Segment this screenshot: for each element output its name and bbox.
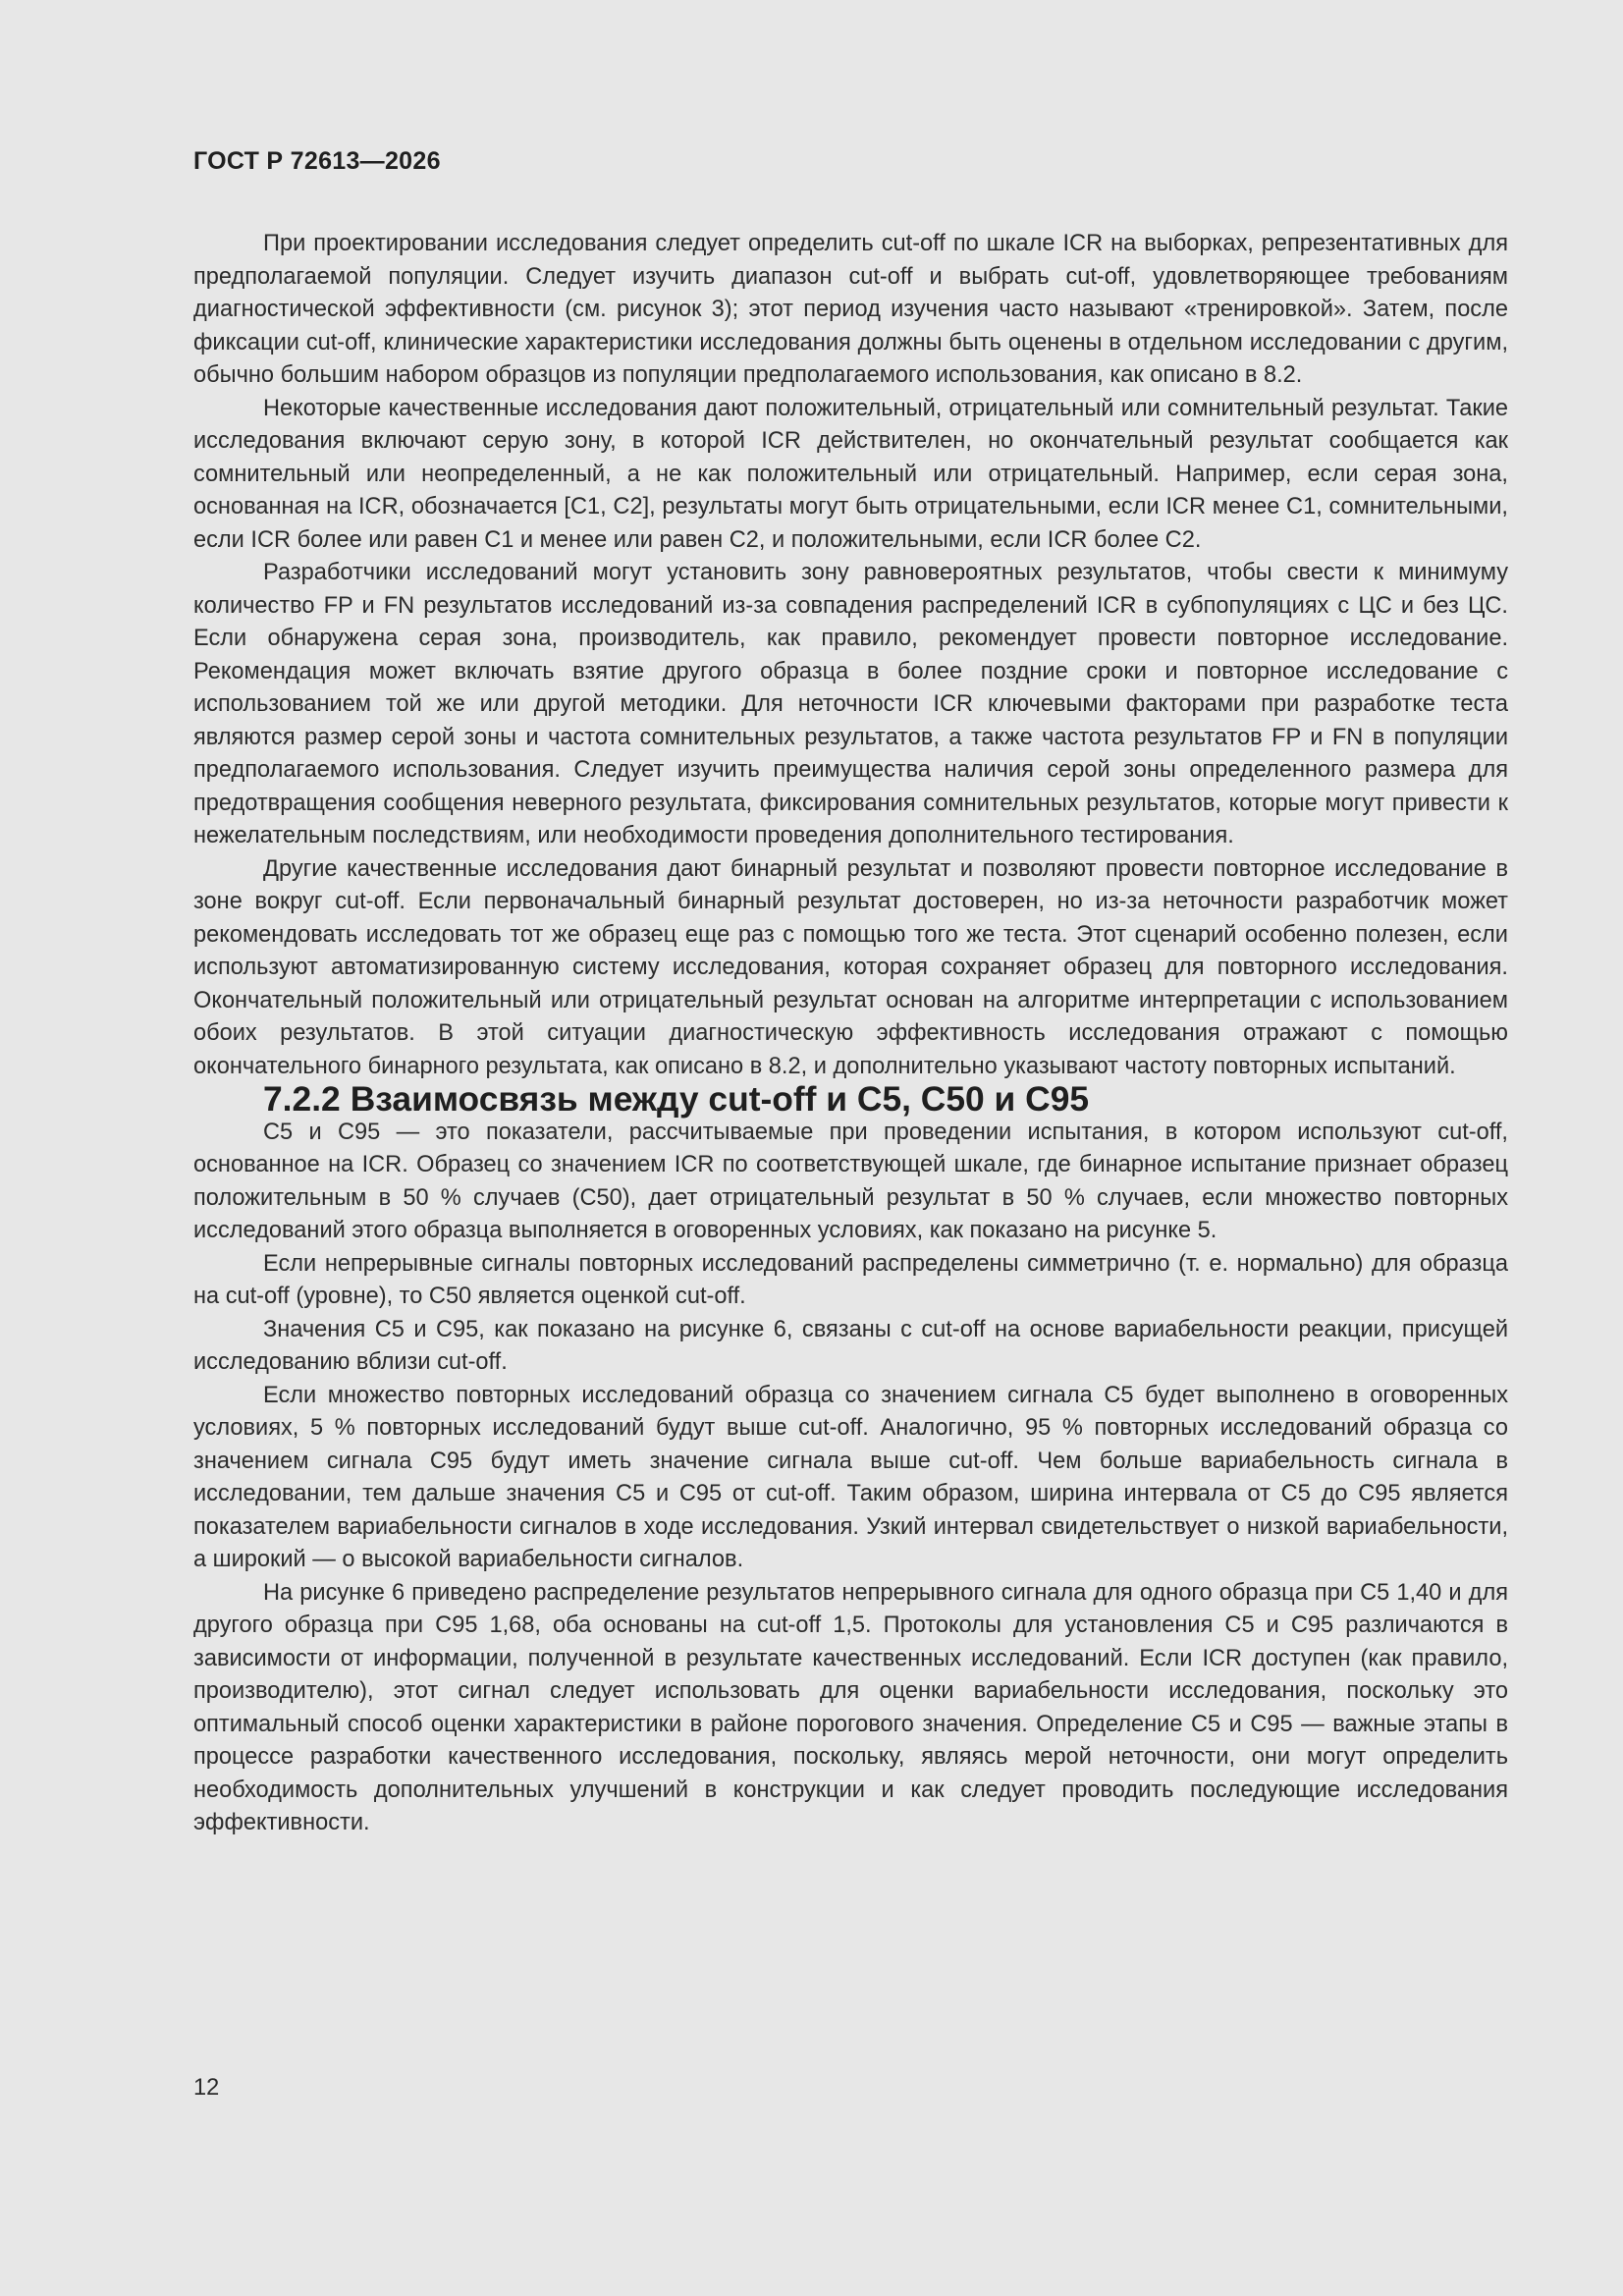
subsection-number: 7.2.2 xyxy=(263,1079,341,1119)
paragraph: Разработчики исследований могут установить зону равновероятных результатов, чтобы свести к минимуму количество FP и FN результатов исследований из-за совпадения распределений ICR в субпопуляциях с ЦС и без ЦС. Если обнаружена серая зона, производитель, как правило, рекомендует провести повторное исследование. Рекомендация может включать взятие другого образца в более поздние сроки и повторное исследование с использованием той же или другой методики. Для неточности ICR ключевыми факторами при разработке теста являются размер серой зоны и частота сомнительных результатов, а также частота результатов FP и FN в популяции предполагаемого использования. Следует изучить преимущества наличия серой зоны определенного размера для предотвращения сообщения неверного результата, фиксирования сомнительных результатов, которые могут привести к нежелательным последствиям, или необходимости проведения дополнительного тестирования. xyxy=(193,560,1508,848)
paragraph: Другие качественные исследования дают бинарный результат и позволяют провести повторное исследование в зоне вокруг cut-off. Если первоначальный бинарный результат достоверен, но из-за неточности разработчик может рекомендовать исследовать тот же образец еще раз с помощью того же теста. Этот сценарий особенно полезен, если используют автоматизированную систему исследования, которая сохраняет образец для повторного исследования. Окончательный положительный или отрицательный результат основан на алгоритме интерпретации с использованием обоих результатов. В этой ситуации диагностическую эффективность исследования отражают с помощью окончательного бинарного результата, как описано в 8.2, и дополнительно указывают частоту повторных испытаний. xyxy=(193,855,1508,1079)
document-header-standard-id: ГОСТ Р 72613—2026 xyxy=(193,147,441,175)
paragraph: Если множество повторных исследований образца со значением сигнала C5 будет выполнено в оговоренных условиях, 5 % повторных исследований будут выше cut-off. Аналогично, 95 % повторных исследований образца со значением сигнала C95 будут иметь значение сигнала выше cut-off. Чем больше вариабельность сигнала в исследовании, тем дальше значения C5 и C95 от cut-off. Таким образом, ширина интервала от C5 до C95 является показателем вариабельности сигналов в ходе исследования. Узкий интервал свидетельствует о низкой вариабельности, а широкий — о высокой вариабельности сигналов. xyxy=(193,1382,1508,1572)
page-number: 12 xyxy=(193,2075,220,2101)
paragraph: На рисунке 6 приведено распределение результатов непрерывного сигнала для одного образца при C5 1,40 и для другого образца при C95 1,68, оба основаны на cut-off 1,5. Протоколы для установления C5 и C95 различаются в зависимости от информации, полученной в результате качественных исследований. Если ICR доступен (как правило, производителю), этот сигнал следует использовать для оценки вариабельности исследования, поскольку это оптимальный способ оценки характеристики в районе порогового значения. Определение C5 и C95 — важные этапы в процессе разработки качественного исследования, поскольку, являясь мерой неточности, они могут определить необходимость дополнительных улучшений в конструкции и как следует проводить последующие исследования эффективности. xyxy=(193,1579,1508,1835)
paragraph: Значения C5 и C95, как показано на рисунке 6, связаны с cut-off на основе вариабельности реакции, присущей исследованию вблизи cut-off. xyxy=(193,1316,1508,1375)
paragraph: При проектировании исследования следует определить cut-off по шкале ICR на выборках, репрезентативных для предполагаемой популяции. Следует изучить диапазон cut-off и выбрать cut-off, удовлетворяющее требованиям диагностической эффективности (см. рисунок 3); этот период изучения часто называют «тренировкой». Затем, после фиксации cut-off, клинические характеристики исследования должны быть оценены в отдельном исследовании с другим, обычно большим набором образцов из популяции предполагаемого использования, как описано в 8.2. xyxy=(193,231,1508,388)
document-body xyxy=(193,228,1508,1840)
subsection-title: Взаимосвязь между cut-off и C5, C50 и C95 xyxy=(350,1079,1090,1119)
paragraph: Если непрерывные сигналы повторных исследований распределены симметрично (т. е. нормально) для образца на cut-off (уровне), то C50 является оценкой cut-off. xyxy=(193,1250,1508,1309)
paragraph: C5 и C95 — это показатели, рассчитываемые при проведении испытания, в котором используют cut-off, основанное на ICR. Образец со значением ICR по соответствующей шкале, где бинарное испытание признает образец положительным в 50 % случаев (C50), дает отрицательный результат в 50 % случаев, если множество повторных исследований этого образца выполняется в оговоренных условиях, как показано на рисунке 5. xyxy=(193,1119,1508,1243)
subsection-heading xyxy=(193,1079,1508,1119)
paragraph: Некоторые качественные исследования дают положительный, отрицательный или сомнительный результат. Такие исследования включают серую зону, в которой ICR действителен, но окончательный результат сообщается как сомнительный или неопределенный, а не как положительный или отрицательный. Например, если серая зона, основанная на ICR, обозначается [C1, C2], результаты могут быть отрицательными, если ICR менее C1, сомнительными, если ICR более или равен C1 и менее или равен C2, и положительными, если ICR более C2. xyxy=(193,395,1508,553)
